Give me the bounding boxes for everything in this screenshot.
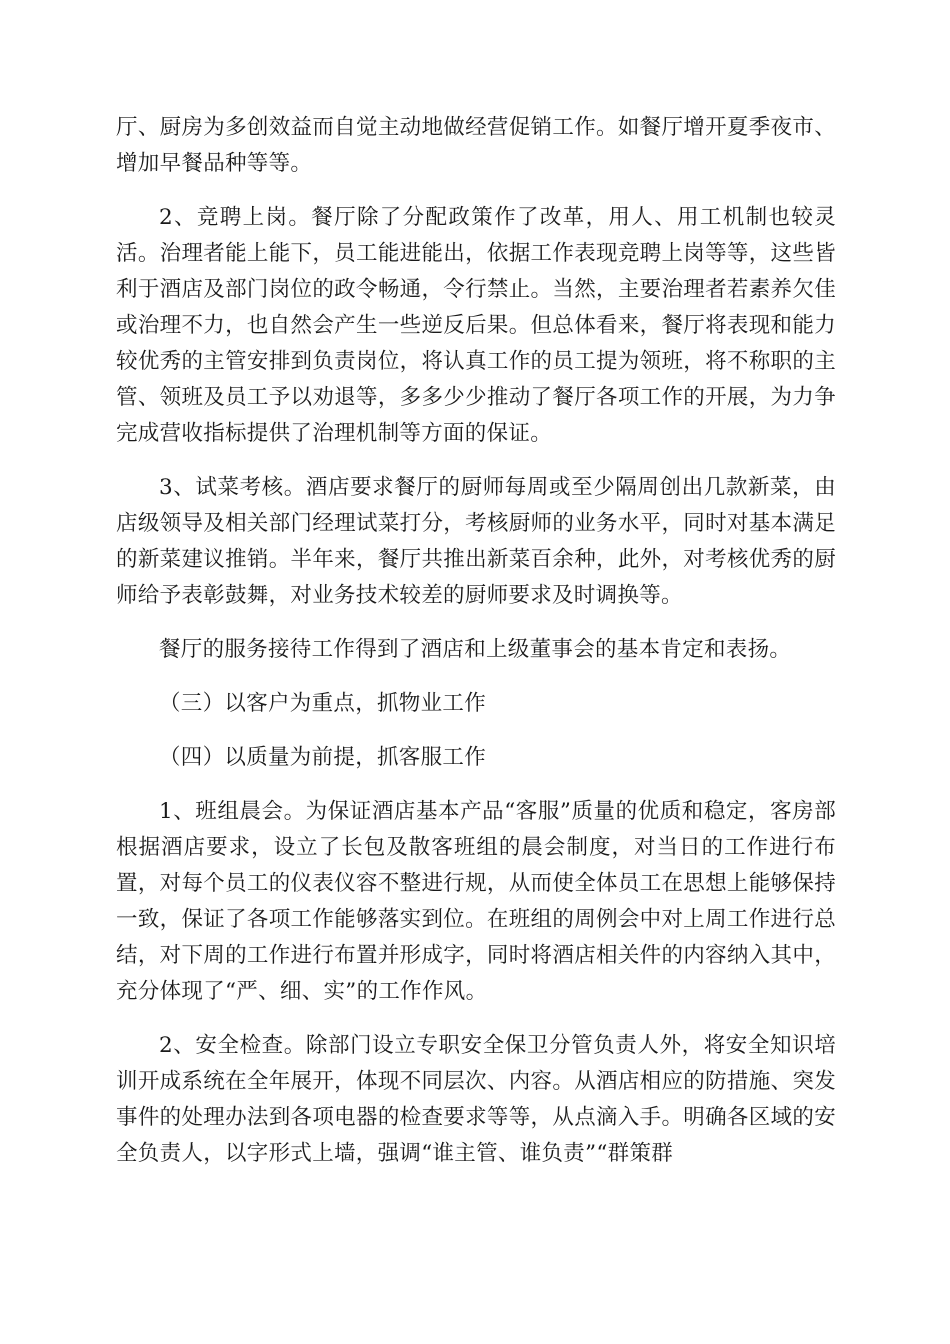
paragraph-1: 厅、厨房为多创效益而自觉主动地做经营促销工作。如餐厅增开夏季夜市、增加早餐品种等等。 (116, 115, 836, 176)
document-page (116, 110, 836, 1172)
paragraph-8: 2、安全检查。除部门设立专职安全保卫分管负责人外，将安全知识培训开成系统在全年展开，体现不同层次、内容。从酒店相应的防措施、突发事件的处理办法到各项电器的检查要求等等，从点滴入手。明确各区域的安全负责人，以字形式上墙，强调“谁主管、谁负责”“群策群 (116, 1033, 836, 1166)
paragraph-7: 1、班组晨会。为保证酒店基本产品“客服”质量的优质和稳定，客房部根据酒店要求，设立了长包及散客班组的晨会制度，对当日的工作进行布置，对每个员工的仪表仪容不整进行规，从而使全体员工在思想上能够保持一致，保证了各项工作能够落实到位。在班组的周例会中对上周工作进行总结，对下周的工作进行布置并形成字，同时将酒店相关件的内容纳入其中，充分体现了“严、细、实”的工作作风。 (116, 799, 836, 1004)
paragraph-2: 2、竞聘上岗。餐厅除了分配政策作了改革，用人、用工机制也较灵活。治理者能上能下，员工能进能出，依据工作表现竞聘上岗等等，这些皆利于酒店及部门岗位的政令畅通，令行禁止。当然，主要治理者若素养欠佳或治理不力，也自然会产生一些逆反后果。但总体看来，餐厅将表现和能力较优秀的主管安排到负责岗位，将认真工作的员工提为领班，将不称职的主管、领班及员工予以劝退等，多多少少推动了餐厅各项工作的开展，为力争完成营收指标提供了治理机制等方面的保证。 (116, 205, 836, 446)
paragraph-4: 餐厅的服务接待工作得到了酒店和上级董事会的基本肯定和表扬。 (159, 637, 792, 662)
section-heading-4: （四）以质量为前提，抓客服工作 (159, 745, 487, 770)
section-heading-3: （三）以客户为重点，抓物业工作 (159, 691, 487, 716)
paragraph-3: 3、试菜考核。酒店要求餐厅的厨师每周或至少隔周创出几款新菜，由店级领导及相关部门经理试菜打分，考核厨师的业务水平，同时对基本满足的新菜建议推销。半年来，餐厅共推出新菜百余种，此外，对考核优秀的厨师给予表彰鼓舞，对业务技术较差的厨师要求及时调换等。 (116, 475, 836, 608)
